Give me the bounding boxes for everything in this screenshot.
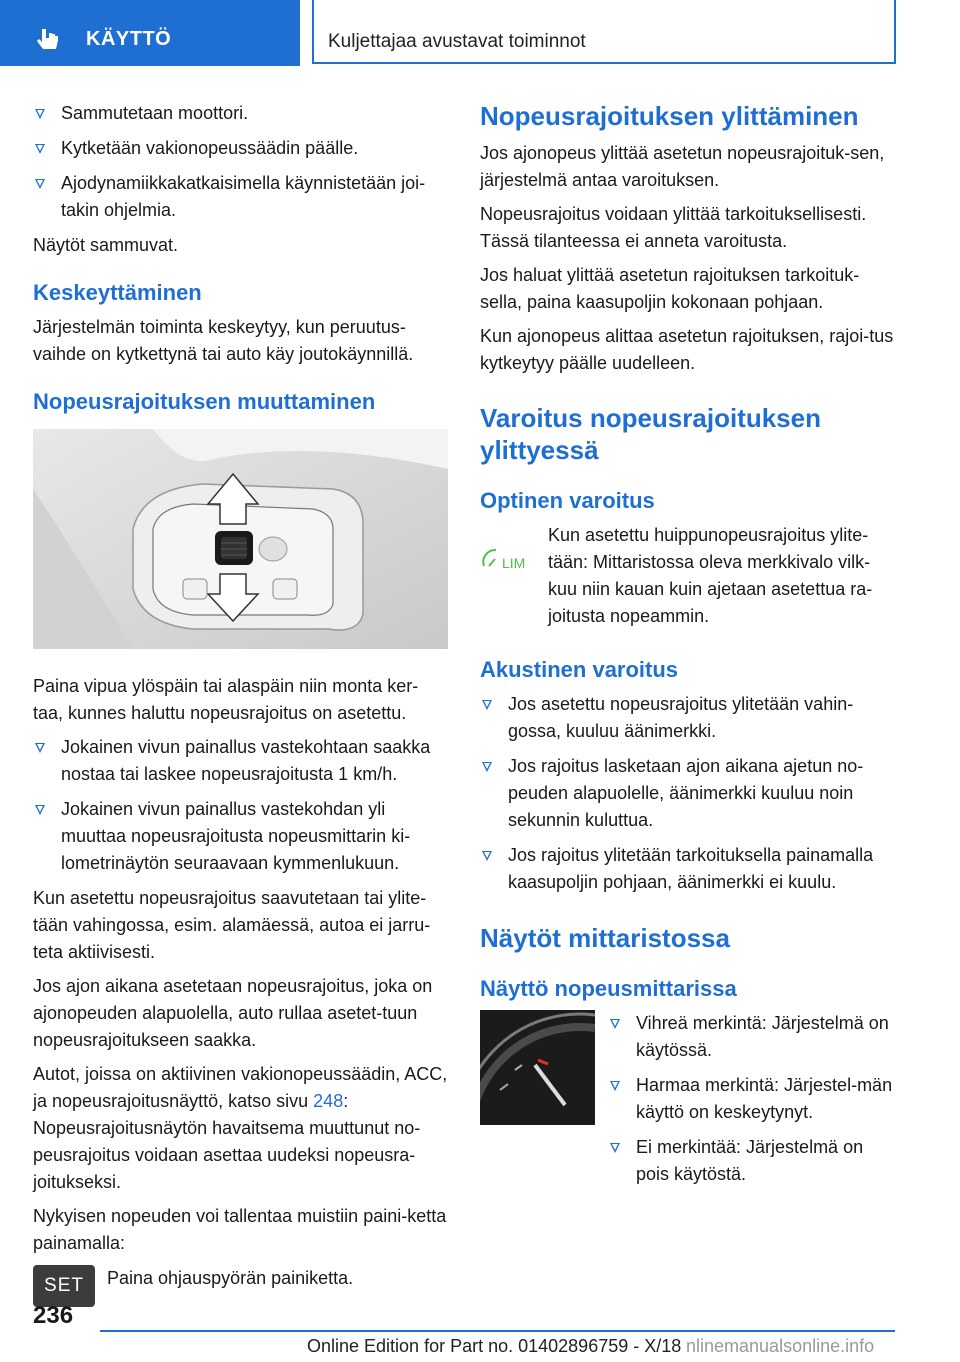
paragraph: Nykyisen nopeuden voi tallentaa muistiin paini-ketta painamalla:	[33, 1206, 447, 1253]
heading-optinen: Optinen varoitus	[480, 488, 655, 513]
bullet-triangle-icon	[482, 851, 492, 861]
paragraph: Näytöt sammuvat.	[33, 235, 179, 255]
optical-warning: LIM Kun asetettu huippunopeusrajoitus ylite-tään: Mittaristossa oleva merkkivalo vilk-kuu niin kauan kuin ajetaan asetettua ra-joitusta nopeammin.	[480, 522, 895, 630]
bullet-triangle-icon	[35, 179, 45, 189]
list-item: Sammutetaan moottori.	[33, 100, 448, 127]
set-button-icon: SET	[33, 1265, 95, 1307]
heading-akustinen: Akustinen varoitus	[480, 657, 679, 682]
bullet-triangle-icon	[482, 700, 492, 710]
heading-naytot: Näytöt mittaristossa	[480, 923, 730, 953]
heading-naytto-nopeusmittarissa: Näyttö nopeusmittarissa	[480, 976, 737, 1001]
list-item: Kytketään vakionopeussäädin päälle.	[33, 135, 448, 162]
section-title: KÄYTTÖ	[86, 28, 172, 50]
bullet-triangle-icon	[35, 144, 45, 154]
left-column	[33, 100, 448, 1309]
list-item: Jos asetettu nopeusrajoitus ylitetään vahin-gossa, kuuluu äänimerkki.	[480, 691, 895, 745]
bullet-triangle-icon	[610, 1081, 620, 1091]
heading-keskeyttaminen: Keskeyttäminen	[33, 280, 202, 305]
list-item: Ajodynamiikkakatkaisimella käynnistetään joi-takin ohjelmia.	[33, 170, 448, 224]
list-item: Harmaa merkintä: Järjestel-män käyttö on keskeytynyt.	[608, 1072, 895, 1126]
svg-text:LIM: LIM	[502, 555, 526, 571]
paragraph: Jos haluat ylittää asetetun rajoituksen tarkoituk-sella, paina kaasupoljin kokonaan pohjaan.	[480, 265, 860, 312]
paragraph: Nopeusrajoitus voidaan ylittää tarkoituksellisesti. Tässä tilanteessa ei anneta varoitusta.	[480, 204, 867, 251]
list-item: Ei merkintää: Järjestelmä on pois käytöstä.	[608, 1134, 895, 1188]
list-item: Vihreä merkintä: Järjestelmä on käytössä.	[608, 1010, 895, 1064]
bullet-triangle-icon	[482, 762, 492, 772]
section-tab[interactable]	[0, 0, 300, 66]
paragraph: Autot, joissa on aktiivinen vakionopeussäädin, ACC, ja nopeusrajoitusnäyttö, katso sivu 248: Nopeusrajoitusnäytön havaitsema muuttunut no-peusrajoitus voidaan asettaa uudeksi nopeusra-joitukseksi.	[33, 1064, 448, 1192]
footer-watermark: nlinemanualsonline.info	[686, 1336, 875, 1356]
bullet-triangle-icon	[610, 1143, 620, 1153]
heading-muuttaminen: Nopeusrajoituksen muuttaminen	[33, 389, 376, 414]
page-number: 236	[33, 1302, 74, 1329]
chapter-title: Kuljettajaa avustavat toiminnot	[328, 31, 586, 52]
speedometer-image	[480, 1010, 595, 1125]
page-link[interactable]: 248	[313, 1091, 344, 1111]
chapter-header	[312, 0, 896, 64]
heading-ylittaminen: Nopeusrajoituksen ylittäminen	[480, 101, 859, 131]
heading-varoitus: Varoitus nopeusrajoituksen ylittyessä	[480, 403, 821, 465]
bullet-triangle-icon	[35, 109, 45, 119]
right-column	[480, 100, 895, 1196]
paragraph: Kun asetettu nopeusrajoitus saavutetaan tai ylite-tään vahingossa, esim. alamäessä, autoa ei jarru-teta aktiivisesti.	[33, 888, 431, 962]
footer-edition: Online Edition for Part no. 01402896759 - X/18	[307, 1336, 682, 1356]
paragraph: Kun ajonopeus alittaa asetetun rajoituksen, rajoi-tus kytkeytyy päälle uudelleen.	[480, 326, 894, 373]
paragraph: Jos ajonopeus ylittää asetetun nopeusrajoituk-sen, järjestelmä antaa varoituksen.	[480, 143, 885, 190]
bullet-triangle-icon	[610, 1019, 620, 1029]
hand-pointer-icon	[36, 26, 62, 52]
set-button-row: SET Paina ohjauspyörän painiketta.	[33, 1265, 448, 1309]
paragraph: Paina vipua ylöspäin tai alaspäin niin monta ker-taa, kunnes haluttu nopeusrajoitus on asetettu.	[33, 676, 419, 723]
speedometer-section	[480, 1010, 895, 1188]
paragraph: Jos ajon aikana asetetaan nopeusrajoitus, joka on ajonopeuden alapuolella, auto rullaa asetet-tuun nopeusrajoitukseen saakka.	[33, 976, 433, 1050]
list-item: Jos rajoitus lasketaan ajon aikana ajetun no-peuden alapuolelle, äänimerkki kuuluu noin sekunnin kuluttua.	[480, 753, 895, 834]
list-item: Jos rajoitus ylitetään tarkoituksella painamalla kaasupoljin pohjaan, äänimerkki ei kuulu.	[480, 842, 895, 896]
steering-wheel-lever-figure	[33, 429, 448, 649]
list-item: Jokainen vivun painallus vastekohdan yli muuttaa nopeusrajoitusta nopeusmittarin ki-lometrinäytön seuraavaan kymmenlukuun.	[33, 796, 448, 877]
bullet-triangle-icon	[35, 805, 45, 815]
bullet-triangle-icon	[35, 743, 45, 753]
list-item: Jokainen vivun painallus vastekohtaan saakka nostaa tai laskee nopeusrajoitusta 1 km/h.	[33, 734, 448, 788]
speed-limiter-lim-icon	[480, 544, 534, 574]
paragraph: Järjestelmän toiminta keskeytyy, kun peruutus-vaihde on kytkettynä tai auto käy joutokäynnillä.	[33, 317, 414, 364]
footer-divider	[100, 1330, 895, 1332]
